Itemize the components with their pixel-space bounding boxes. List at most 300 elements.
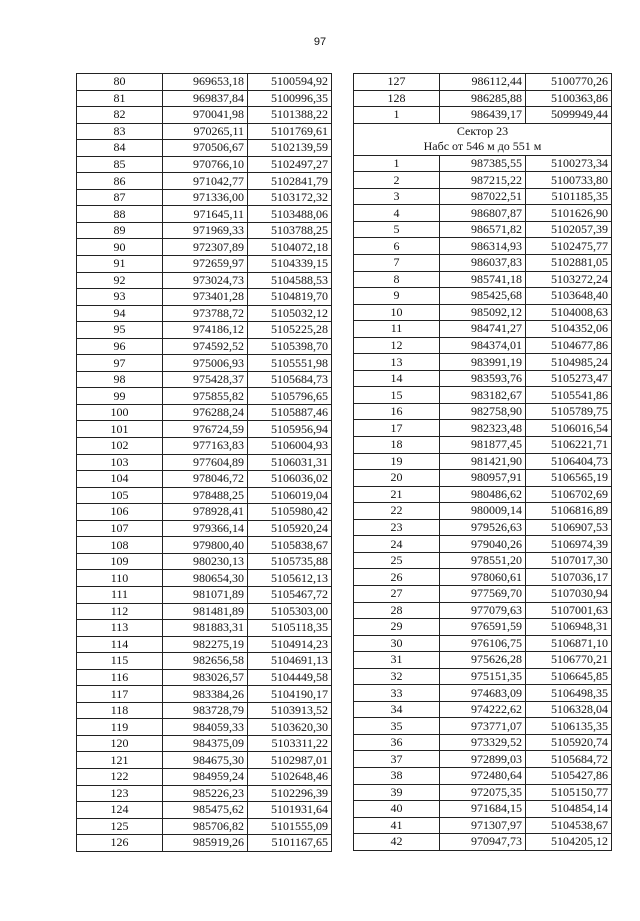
table-row <box>77 537 332 554</box>
point-number-cell: 35 <box>354 718 440 735</box>
table-row <box>77 355 332 372</box>
y-coordinate-cell: 5101555,09 <box>248 818 332 835</box>
table-row <box>77 189 332 206</box>
point-number-cell: 84 <box>77 140 163 157</box>
point-number-cell: 87 <box>77 189 163 206</box>
y-coordinate-cell: 5100996,35 <box>248 90 332 107</box>
y-coordinate-cell: 5099949,44 <box>526 107 612 124</box>
point-number-cell: 13 <box>354 354 440 371</box>
table-row <box>77 768 332 785</box>
point-number-cell: 17 <box>354 420 440 437</box>
table-row <box>77 835 332 852</box>
y-coordinate-cell: 5104914,23 <box>248 636 332 653</box>
point-number-cell: 82 <box>77 107 163 124</box>
y-coordinate-cell: 5107036,17 <box>526 569 612 586</box>
x-coordinate-cell: 986037,83 <box>440 255 526 272</box>
point-number-cell: 81 <box>77 90 163 107</box>
x-coordinate-cell: 986439,17 <box>440 107 526 124</box>
table-row <box>77 107 332 124</box>
table-row <box>77 719 332 736</box>
point-number-cell: 114 <box>77 636 163 653</box>
y-coordinate-cell: 5100770,26 <box>526 74 612 91</box>
point-number-cell: 22 <box>354 503 440 520</box>
table-row <box>77 123 332 140</box>
x-coordinate-cell: 985226,23 <box>163 785 248 802</box>
x-coordinate-cell: 984374,01 <box>440 337 526 354</box>
y-coordinate-cell: 5104449,58 <box>248 669 332 686</box>
x-coordinate-cell: 970265,11 <box>163 123 248 140</box>
y-coordinate-cell: 5105796,65 <box>248 388 332 405</box>
table-row <box>354 370 612 387</box>
point-number-cell: 37 <box>354 751 440 768</box>
y-coordinate-cell: 5102987,01 <box>248 752 332 769</box>
table-row <box>354 486 612 503</box>
sector-subtitle: Набс от 546 м до 551 м <box>354 139 612 155</box>
y-coordinate-cell: 5106135,35 <box>526 718 612 735</box>
y-coordinate-cell: 5100733,80 <box>526 172 612 189</box>
x-coordinate-cell: 981071,89 <box>163 586 248 603</box>
point-number-cell: 94 <box>77 305 163 322</box>
point-number-cell: 4 <box>354 205 440 222</box>
x-coordinate-cell: 974592,52 <box>163 338 248 355</box>
point-number-cell: 11 <box>354 321 440 338</box>
y-coordinate-cell: 5104008,63 <box>526 304 612 321</box>
y-coordinate-cell: 5105150,77 <box>526 784 612 801</box>
x-coordinate-cell: 974186,12 <box>163 322 248 339</box>
y-coordinate-cell: 5106948,31 <box>526 619 612 636</box>
point-number-cell: 15 <box>354 387 440 404</box>
point-number-cell: 38 <box>354 767 440 784</box>
point-number-cell: 115 <box>77 653 163 670</box>
table-row <box>354 271 612 288</box>
y-coordinate-cell: 5106016,54 <box>526 420 612 437</box>
table-row <box>354 321 612 338</box>
point-number-cell: 10 <box>354 304 440 321</box>
x-coordinate-cell: 978046,72 <box>163 471 248 488</box>
y-coordinate-cell: 5105684,73 <box>248 371 332 388</box>
y-coordinate-cell: 5105225,28 <box>248 322 332 339</box>
point-number-cell: 121 <box>77 752 163 769</box>
y-coordinate-cell: 5102296,39 <box>248 785 332 802</box>
point-number-cell: 1 <box>354 155 440 172</box>
point-number-cell: 26 <box>354 569 440 586</box>
point-number-cell: 113 <box>77 620 163 637</box>
y-coordinate-cell: 5107001,63 <box>526 602 612 619</box>
point-number-cell: 124 <box>77 802 163 819</box>
x-coordinate-cell: 975006,93 <box>163 355 248 372</box>
y-coordinate-cell: 5105118,35 <box>248 620 332 637</box>
point-number-cell: 103 <box>77 454 163 471</box>
table-row <box>77 603 332 620</box>
y-coordinate-cell: 5105920,74 <box>526 734 612 751</box>
table-row <box>354 652 612 669</box>
table-row <box>354 784 612 801</box>
point-number-cell: 12 <box>354 337 440 354</box>
table-row <box>77 404 332 421</box>
y-coordinate-cell: 5100363,86 <box>526 90 612 107</box>
y-coordinate-cell: 5106645,85 <box>526 668 612 685</box>
x-coordinate-cell: 983991,19 <box>440 354 526 371</box>
y-coordinate-cell: 5103620,30 <box>248 719 332 736</box>
x-coordinate-cell: 982323,48 <box>440 420 526 437</box>
point-number-cell: 96 <box>77 338 163 355</box>
point-number-cell: 107 <box>77 520 163 537</box>
y-coordinate-cell: 5105980,42 <box>248 504 332 521</box>
x-coordinate-cell: 987215,22 <box>440 172 526 189</box>
x-coordinate-cell: 984059,33 <box>163 719 248 736</box>
sector-title: Сектор 23 <box>354 123 612 139</box>
y-coordinate-cell: 5106702,69 <box>526 486 612 503</box>
table-row <box>354 172 612 189</box>
y-coordinate-cell: 5104538,67 <box>526 817 612 834</box>
x-coordinate-cell: 972307,89 <box>163 239 248 256</box>
point-number-cell: 23 <box>354 519 440 536</box>
point-number-cell: 42 <box>354 834 440 851</box>
x-coordinate-cell: 973401,28 <box>163 289 248 306</box>
x-coordinate-cell: 978488,25 <box>163 487 248 504</box>
y-coordinate-cell: 5103913,52 <box>248 702 332 719</box>
x-coordinate-cell: 972480,64 <box>440 767 526 784</box>
table-row <box>354 834 612 851</box>
y-coordinate-cell: 5106974,39 <box>526 536 612 553</box>
point-number-cell: 122 <box>77 768 163 785</box>
y-coordinate-cell: 5104339,15 <box>248 256 332 273</box>
table-row <box>77 471 332 488</box>
x-coordinate-cell: 984675,30 <box>163 752 248 769</box>
point-number-cell: 86 <box>77 173 163 190</box>
point-number-cell: 31 <box>354 652 440 669</box>
y-coordinate-cell: 5105956,94 <box>248 421 332 438</box>
x-coordinate-cell: 983026,57 <box>163 669 248 686</box>
y-coordinate-cell: 5104985,24 <box>526 354 612 371</box>
table-row <box>77 686 332 703</box>
point-number-cell: 30 <box>354 635 440 652</box>
x-coordinate-cell: 975626,28 <box>440 652 526 669</box>
point-number-cell: 29 <box>354 619 440 636</box>
table-row <box>77 653 332 670</box>
x-coordinate-cell: 975428,37 <box>163 371 248 388</box>
x-coordinate-cell: 977604,89 <box>163 454 248 471</box>
x-coordinate-cell: 973329,52 <box>440 734 526 751</box>
x-coordinate-cell: 985092,12 <box>440 304 526 321</box>
table-row <box>77 454 332 471</box>
y-coordinate-cell: 5106328,04 <box>526 701 612 718</box>
point-number-cell: 89 <box>77 222 163 239</box>
y-coordinate-cell: 5106031,31 <box>248 454 332 471</box>
x-coordinate-cell: 976591,59 <box>440 619 526 636</box>
x-coordinate-cell: 970506,67 <box>163 140 248 157</box>
x-coordinate-cell: 971969,33 <box>163 222 248 239</box>
y-coordinate-cell: 5105032,12 <box>248 305 332 322</box>
x-coordinate-cell: 985706,82 <box>163 818 248 835</box>
point-number-cell: 98 <box>77 371 163 388</box>
table-row <box>77 173 332 190</box>
x-coordinate-cell: 971042,77 <box>163 173 248 190</box>
table-row <box>354 221 612 238</box>
y-coordinate-cell: 5105398,70 <box>248 338 332 355</box>
x-coordinate-cell: 987385,55 <box>440 155 526 172</box>
point-number-cell: 100 <box>77 404 163 421</box>
table-row <box>77 752 332 769</box>
point-number-cell: 33 <box>354 685 440 702</box>
x-coordinate-cell: 986571,82 <box>440 221 526 238</box>
table-row <box>354 585 612 602</box>
y-coordinate-cell: 5101769,61 <box>248 123 332 140</box>
table-row <box>354 619 612 636</box>
point-number-cell: 5 <box>354 221 440 238</box>
table-row <box>77 570 332 587</box>
table-row <box>77 90 332 107</box>
x-coordinate-cell: 982275,19 <box>163 636 248 653</box>
table-row <box>354 767 612 784</box>
x-coordinate-cell: 973771,07 <box>440 718 526 735</box>
point-number-cell: 3 <box>354 188 440 205</box>
point-number-cell: 105 <box>77 487 163 504</box>
table-row <box>354 238 612 255</box>
x-coordinate-cell: 985475,62 <box>163 802 248 819</box>
y-coordinate-cell: 5104072,18 <box>248 239 332 256</box>
page-number: 97 <box>313 36 327 48</box>
y-coordinate-cell: 5105467,72 <box>248 586 332 603</box>
table-row <box>354 437 612 454</box>
point-number-cell: 25 <box>354 552 440 569</box>
x-coordinate-cell: 978060,61 <box>440 569 526 586</box>
table-row <box>77 553 332 570</box>
table-row <box>354 255 612 272</box>
y-coordinate-cell: 5106004,93 <box>248 438 332 455</box>
x-coordinate-cell: 979366,14 <box>163 520 248 537</box>
x-coordinate-cell: 970947,73 <box>440 834 526 851</box>
point-number-cell: 18 <box>354 437 440 454</box>
table-row <box>354 734 612 751</box>
x-coordinate-cell: 983728,79 <box>163 702 248 719</box>
coordinates-table-right <box>353 73 612 851</box>
y-coordinate-cell: 5105838,67 <box>248 537 332 554</box>
table-row <box>354 403 612 420</box>
y-coordinate-cell: 5102497,27 <box>248 156 332 173</box>
y-coordinate-cell: 5105684,72 <box>526 751 612 768</box>
table-row <box>354 337 612 354</box>
x-coordinate-cell: 973024,73 <box>163 272 248 289</box>
point-number-cell: 128 <box>354 90 440 107</box>
y-coordinate-cell: 5105789,75 <box>526 403 612 420</box>
table-row <box>354 817 612 834</box>
point-number-cell: 111 <box>77 586 163 603</box>
x-coordinate-cell: 979040,26 <box>440 536 526 553</box>
point-number-cell: 20 <box>354 470 440 487</box>
table-row <box>354 685 612 702</box>
table-row <box>77 256 332 273</box>
x-coordinate-cell: 979526,63 <box>440 519 526 536</box>
table-row <box>354 751 612 768</box>
x-coordinate-cell: 970766,10 <box>163 156 248 173</box>
x-coordinate-cell: 982758,90 <box>440 403 526 420</box>
y-coordinate-cell: 5105887,46 <box>248 404 332 421</box>
x-coordinate-cell: 981421,90 <box>440 453 526 470</box>
x-coordinate-cell: 986112,44 <box>440 74 526 91</box>
point-number-cell: 27 <box>354 585 440 602</box>
table-row <box>354 155 612 172</box>
y-coordinate-cell: 5101185,35 <box>526 188 612 205</box>
x-coordinate-cell: 976724,59 <box>163 421 248 438</box>
table-row <box>77 338 332 355</box>
point-number-cell: 108 <box>77 537 163 554</box>
y-coordinate-cell: 5105427,86 <box>526 767 612 784</box>
point-number-cell: 8 <box>354 271 440 288</box>
y-coordinate-cell: 5103172,32 <box>248 189 332 206</box>
x-coordinate-cell: 974683,09 <box>440 685 526 702</box>
x-coordinate-cell: 971645,11 <box>163 206 248 223</box>
y-coordinate-cell: 5104677,86 <box>526 337 612 354</box>
x-coordinate-cell: 975855,82 <box>163 388 248 405</box>
point-number-cell: 9 <box>354 288 440 305</box>
point-number-cell: 83 <box>77 123 163 140</box>
x-coordinate-cell: 978928,41 <box>163 504 248 521</box>
point-number-cell: 118 <box>77 702 163 719</box>
point-number-cell: 117 <box>77 686 163 703</box>
table-row <box>77 487 332 504</box>
x-coordinate-cell: 976288,24 <box>163 404 248 421</box>
point-number-cell: 32 <box>354 668 440 685</box>
y-coordinate-cell: 5106221,71 <box>526 437 612 454</box>
y-coordinate-cell: 5101931,64 <box>248 802 332 819</box>
table-row <box>77 438 332 455</box>
table-row <box>77 74 332 91</box>
x-coordinate-cell: 986285,88 <box>440 90 526 107</box>
x-coordinate-cell: 980230,13 <box>163 553 248 570</box>
y-coordinate-cell: 5102881,05 <box>526 255 612 272</box>
point-number-cell: 127 <box>354 74 440 91</box>
y-coordinate-cell: 5106565,19 <box>526 470 612 487</box>
table-row <box>77 669 332 686</box>
table-row <box>354 801 612 818</box>
x-coordinate-cell: 969837,84 <box>163 90 248 107</box>
point-number-cell: 112 <box>77 603 163 620</box>
y-coordinate-cell: 5101626,90 <box>526 205 612 222</box>
point-number-cell: 104 <box>77 471 163 488</box>
point-number-cell: 101 <box>77 421 163 438</box>
table-row <box>354 519 612 536</box>
point-number-cell: 41 <box>354 817 440 834</box>
coordinates-table-left <box>76 73 332 852</box>
y-coordinate-cell: 5102057,39 <box>526 221 612 238</box>
y-coordinate-cell: 5100273,34 <box>526 155 612 172</box>
y-coordinate-cell: 5102139,59 <box>248 140 332 157</box>
table-row <box>354 90 612 107</box>
x-coordinate-cell: 983182,67 <box>440 387 526 404</box>
x-coordinate-cell: 972659,97 <box>163 256 248 273</box>
y-coordinate-cell: 5100594,92 <box>248 74 332 91</box>
y-coordinate-cell: 5104854,14 <box>526 801 612 818</box>
table-row <box>354 304 612 321</box>
point-number-cell: 109 <box>77 553 163 570</box>
y-coordinate-cell: 5105612,13 <box>248 570 332 587</box>
table-row <box>354 701 612 718</box>
point-number-cell: 14 <box>354 370 440 387</box>
x-coordinate-cell: 984959,24 <box>163 768 248 785</box>
table-row <box>77 156 332 173</box>
x-coordinate-cell: 980486,62 <box>440 486 526 503</box>
table-row <box>77 421 332 438</box>
table-row <box>77 222 332 239</box>
y-coordinate-cell: 5105303,00 <box>248 603 332 620</box>
table-row <box>354 552 612 569</box>
point-number-cell: 102 <box>77 438 163 455</box>
x-coordinate-cell: 980957,91 <box>440 470 526 487</box>
point-number-cell: 80 <box>77 74 163 91</box>
x-coordinate-cell: 976106,75 <box>440 635 526 652</box>
y-coordinate-cell: 5103272,24 <box>526 271 612 288</box>
x-coordinate-cell: 979800,40 <box>163 537 248 554</box>
table-row <box>354 503 612 520</box>
point-number-cell: 116 <box>77 669 163 686</box>
point-number-cell: 92 <box>77 272 163 289</box>
y-coordinate-cell: 5106907,53 <box>526 519 612 536</box>
x-coordinate-cell: 987022,51 <box>440 188 526 205</box>
table-row <box>77 620 332 637</box>
y-coordinate-cell: 5106036,02 <box>248 471 332 488</box>
y-coordinate-cell: 5104190,17 <box>248 686 332 703</box>
y-coordinate-cell: 5106498,35 <box>526 685 612 702</box>
point-number-cell: 28 <box>354 602 440 619</box>
table-row <box>354 387 612 404</box>
point-number-cell: 21 <box>354 486 440 503</box>
table-row <box>354 536 612 553</box>
y-coordinate-cell: 5104588,53 <box>248 272 332 289</box>
table-row <box>77 272 332 289</box>
point-number-cell: 85 <box>77 156 163 173</box>
x-coordinate-cell: 986314,93 <box>440 238 526 255</box>
x-coordinate-cell: 980654,30 <box>163 570 248 587</box>
table-row <box>354 107 612 124</box>
y-coordinate-cell: 5104352,06 <box>526 321 612 338</box>
y-coordinate-cell: 5105735,88 <box>248 553 332 570</box>
table-row <box>77 818 332 835</box>
table-row <box>354 569 612 586</box>
sector-subtitle-row <box>354 139 612 155</box>
y-coordinate-cell: 5101388,22 <box>248 107 332 124</box>
x-coordinate-cell: 985741,18 <box>440 271 526 288</box>
point-number-cell: 24 <box>354 536 440 553</box>
table-row <box>77 239 332 256</box>
y-coordinate-cell: 5106404,73 <box>526 453 612 470</box>
y-coordinate-cell: 5103488,06 <box>248 206 332 223</box>
y-coordinate-cell: 5105920,24 <box>248 520 332 537</box>
point-number-cell: 125 <box>77 818 163 835</box>
table-row <box>77 388 332 405</box>
y-coordinate-cell: 5107017,30 <box>526 552 612 569</box>
point-number-cell: 126 <box>77 835 163 852</box>
y-coordinate-cell: 5104819,70 <box>248 289 332 306</box>
table-row <box>77 586 332 603</box>
sector-title-row <box>354 123 612 139</box>
point-number-cell: 7 <box>354 255 440 272</box>
point-number-cell: 120 <box>77 735 163 752</box>
point-number-cell: 6 <box>354 238 440 255</box>
point-number-cell: 16 <box>354 403 440 420</box>
point-number-cell: 34 <box>354 701 440 718</box>
point-number-cell: 88 <box>77 206 163 223</box>
table-row <box>354 718 612 735</box>
table-row <box>77 636 332 653</box>
x-coordinate-cell: 981877,45 <box>440 437 526 454</box>
point-number-cell: 90 <box>77 239 163 256</box>
x-coordinate-cell: 984375,09 <box>163 735 248 752</box>
x-coordinate-cell: 977163,83 <box>163 438 248 455</box>
x-coordinate-cell: 984741,27 <box>440 321 526 338</box>
x-coordinate-cell: 977569,70 <box>440 585 526 602</box>
table-row <box>354 74 612 91</box>
